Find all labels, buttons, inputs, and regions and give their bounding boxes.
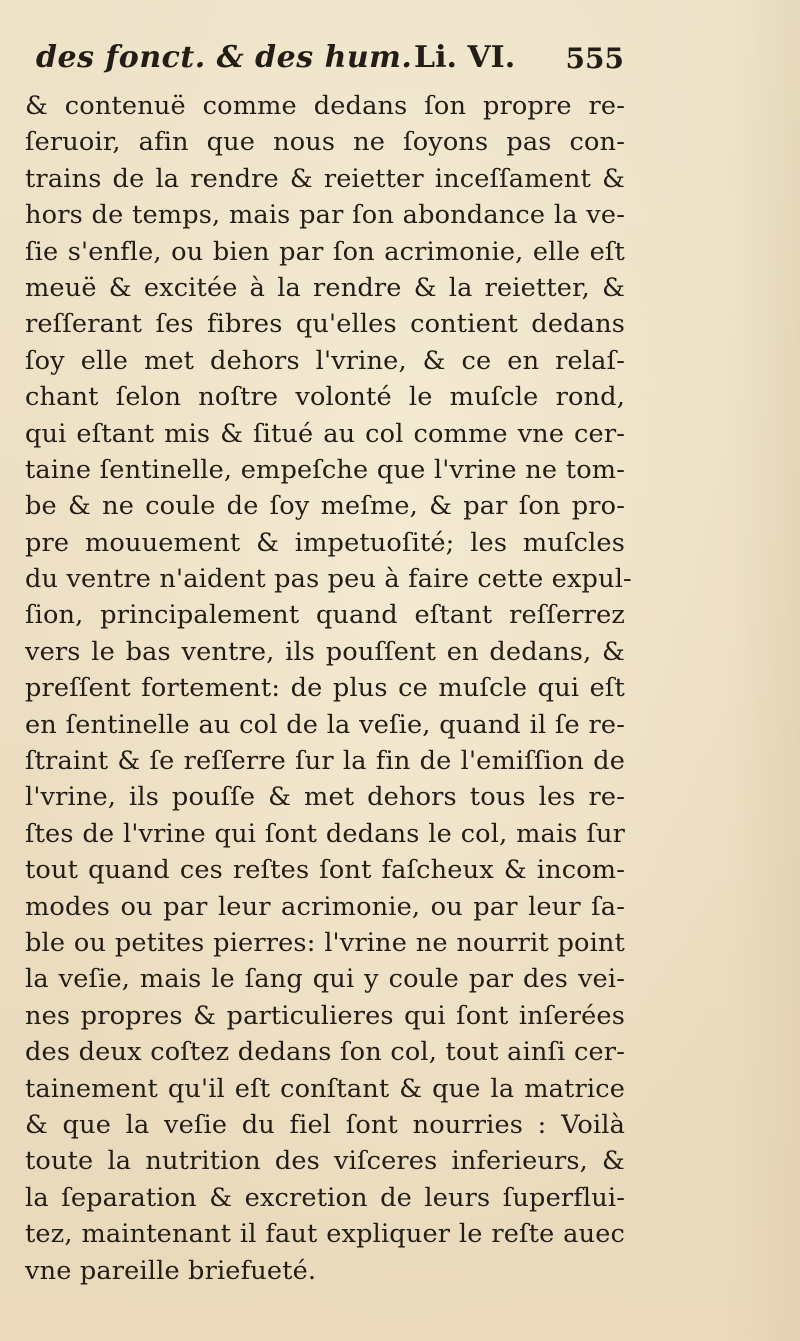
text-line: ſie s'enfle, ou bien par ſon acrimonie, elle eſt — [25, 236, 625, 267]
text-line: trains de la rendre & reietter inceſſament & — [25, 163, 625, 194]
text-line: modes ou par leur acrimonie, ou par leur ſa- — [25, 891, 625, 922]
text-line: & que la veſie du fiel ſont nourries : Voilà — [25, 1109, 625, 1140]
body-text — [25, 88, 632, 1289]
text-line: taine ſentinelle, empeſche que l'vrine ne tom- — [25, 454, 625, 485]
text-line: ſoy elle met dehors l'vrine, & ce en relaſ- — [25, 345, 625, 376]
text-line: nes propres & particulieres qui ſont inſerées — [25, 1000, 625, 1031]
text-line: en ſentinelle au col de la veſie, quand il ſe re- — [25, 709, 625, 740]
text-line: du ventre n'aident pas peu à faire cette expul- — [25, 564, 632, 595]
text-line: toute la nutrition des viſceres inferieurs, & — [25, 1146, 625, 1177]
text-line: la ſeparation & excretion de leurs ſuperflui- — [25, 1182, 625, 1213]
text-line: pre mouuement & impetuoſité; les muſcles — [25, 527, 625, 558]
page-number: 555 — [565, 42, 624, 75]
page-header — [36, 40, 624, 84]
text-line: hors de temps, mais par ſon abondance la ve- — [25, 200, 625, 231]
text-line: ble ou petites pierres: l'vrine ne nourrit point — [25, 927, 625, 958]
text-line: reſſerant ſes fibres qu'elles contient dedans — [25, 309, 625, 340]
text-line: des deux coſtez dedans ſon col, tout ainſi cer- — [25, 1037, 625, 1068]
text-line: ſtes de l'vrine qui ſont dedans le col, mais ſur — [25, 818, 625, 849]
page-edge-shading — [730, 0, 800, 1341]
text-line: vers le bas ventre, ils pouſſent en dedans, & — [25, 636, 625, 667]
text-line: ſion, principalement quand eſtant reſſerrez — [25, 600, 625, 631]
text-line: qui eſtant mis & ſitué au col comme vne cer- — [25, 418, 625, 449]
text-line: preſſent fortement: de plus ce muſcle qui eſt — [25, 673, 625, 704]
text-line: chant ſelon noſtre volonté le muſcle rond, — [25, 382, 625, 413]
text-line: tout quand ces reſtes ſont faſcheux & incom- — [25, 855, 625, 886]
text-line: ſeruoir, afin que nous ne ſoyons pas con- — [25, 127, 625, 158]
text-line: tez, maintenant il faut expliquer le reſte auec — [25, 1219, 625, 1250]
text-line: l'vrine, ils pouſſe & met dehors tous les re- — [25, 782, 625, 813]
text-line: la veſie, mais le ſang qui y coule par des vei- — [25, 964, 625, 995]
text-line: meuë & excitée à la rendre & la reietter, & — [25, 272, 625, 303]
running-title: des fonct. & des hum. — [36, 40, 413, 75]
text-line-last: vne pareille briefueté. — [25, 1255, 317, 1286]
text-line: & contenuë comme dedans ſon propre re- — [25, 91, 625, 121]
text-line: be & ne coule de ſoy meſme, & par ſon pro- — [25, 491, 625, 522]
book-reference: Li. VI. — [414, 40, 516, 75]
text-line: tainement qu'il eſt conſtant & que la matrice — [25, 1073, 625, 1104]
text-line: ſtraint & ſe reſſerre ſur la fin de l'emiſſion de — [25, 746, 625, 777]
